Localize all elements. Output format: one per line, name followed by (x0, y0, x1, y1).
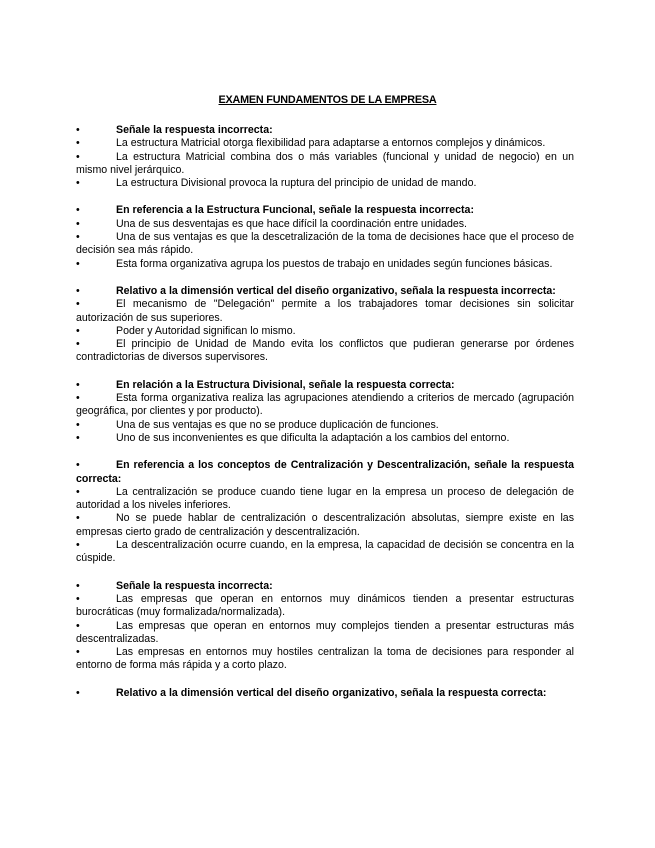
bullet-icon: • (76, 485, 80, 498)
answer-option (76, 432, 574, 445)
bullet-icon: • (76, 686, 80, 699)
option-text: Uno de sus inconvenientes es que dificulta la adaptación a los cambios del entorno. (116, 431, 510, 444)
option-text: Las empresas en entornos muy hostiles centralizan la toma de decisiones para responder al entorno de forma más rápida y a corto plazo. (76, 646, 574, 672)
bullet-icon: • (76, 257, 80, 270)
option-text: No se puede hablar de centralización o descentralización absolutas, siempre existe en las empresas cierto grado de centralización y descentralización. (76, 512, 574, 538)
question-prompt (76, 204, 574, 217)
bullet-icon: • (76, 579, 80, 592)
option-text: El mecanismo de "Delegación" permite a los trabajadores tomar decisiones sin solicitar autorización de sus superiores. (76, 298, 574, 324)
question-text: En relación a la Estructura Divisional, señale la respuesta correcta: (116, 378, 455, 391)
bullet-icon: • (76, 217, 80, 230)
answer-option (76, 298, 574, 325)
option-text: La descentralización ocurre cuando, en la empresa, la capacidad de decisión se concentra en la cúspide. (76, 539, 574, 565)
option-text: Poder y Autoridad significan lo mismo. (116, 324, 296, 337)
question-6 (76, 580, 574, 673)
answer-option (76, 177, 574, 190)
answer-option (76, 512, 574, 539)
bullet-icon: • (76, 298, 80, 311)
question-prompt (76, 379, 574, 392)
answer-option (76, 392, 574, 419)
answer-option (76, 646, 574, 673)
answer-option (76, 539, 574, 566)
option-text: La estructura Divisional provoca la ruptura del principio de unidad de mando. (116, 177, 477, 190)
question-4 (76, 379, 574, 445)
bullet-icon: • (76, 204, 80, 217)
question-1 (76, 124, 574, 190)
bullet-icon: • (76, 539, 80, 552)
answer-option (76, 338, 574, 365)
answer-option (76, 258, 574, 271)
answer-option (76, 486, 574, 513)
answer-option (76, 151, 574, 178)
option-text: Las empresas que operan en entornos muy dinámicos tienden a presentar estructuras burocráticas (muy formalizada/normalizada). (76, 592, 574, 619)
bullet-icon: • (76, 512, 80, 525)
bullet-icon: • (76, 378, 80, 391)
bullet-icon: • (76, 418, 80, 431)
answer-option (76, 218, 574, 231)
question-text: En referencia a los conceptos de Centralización y Descentralización, señale la respuesta correcta: (76, 459, 574, 485)
question-prompt (76, 124, 574, 137)
question-text: Relativo a la dimensión vertical del diseño organizativo, señala la respuesta correcta: (116, 686, 547, 699)
option-text: La estructura Matricial otorga flexibilidad para adaptarse a entornos complejos y dinámicos. (116, 137, 546, 150)
bullet-icon: • (76, 284, 80, 297)
option-text: Una de sus desventajas es que hace difícil la coordinación entre unidades. (116, 217, 467, 230)
answer-option (76, 325, 574, 338)
bullet-icon: • (76, 459, 80, 472)
question-5 (76, 459, 574, 565)
answer-option (76, 137, 574, 150)
question-prompt (76, 285, 574, 298)
bullet-icon: • (76, 150, 80, 163)
question-7 (76, 687, 574, 700)
exam-title: EXAMEN FUNDAMENTOS DE LA EMPRESA (218, 94, 437, 106)
bullet-icon: • (76, 431, 80, 444)
bullet-icon: • (76, 338, 80, 351)
option-text: La estructura Matricial combina dos o más variables (funcional y unidad de negocio) en un mismo nivel jerárquico. (76, 150, 574, 176)
question-prompt (76, 459, 574, 486)
answer-option (76, 419, 574, 432)
answer-option (76, 620, 574, 647)
bullet-icon: • (76, 392, 80, 405)
question-text: Señale la respuesta incorrecta: (116, 124, 273, 136)
bullet-icon: • (76, 619, 80, 632)
bullet-icon: • (76, 177, 80, 190)
option-text: El principio de Unidad de Mando evita los conflictos que pudieran generarse por órdenes contradictorias de diversos supervisores. (76, 338, 574, 364)
bullet-icon: • (76, 231, 80, 244)
bullet-icon: • (76, 137, 80, 150)
option-text: Una de sus ventajas es que no se produce duplicación de funciones. (116, 418, 439, 431)
option-text: Las empresas que operan en entornos muy complejos tienden a presentar estructuras más descentralizadas. (76, 619, 574, 645)
question-list (76, 124, 574, 714)
option-text: La centralización se produce cuando tiene lugar en la empresa un proceso de delegación de autoridad a los niveles inferiores. (76, 485, 574, 512)
bullet-icon: • (76, 324, 80, 337)
bullet-icon: • (76, 124, 80, 136)
question-text: En referencia a la Estructura Funcional, señale la respuesta incorrecta: (116, 204, 474, 217)
answer-option (76, 231, 574, 258)
option-text: Esta forma organizativa agrupa los puestos de trabajo en unidades según funciones básicas. (116, 257, 553, 270)
question-text: Relativo a la dimensión vertical del diseño organizativo, señala la respuesta incorrecta: (116, 284, 556, 297)
bullet-icon: • (76, 592, 80, 605)
option-text: Una de sus ventajas es que la descetralización de la toma de decisiones hace que el proceso de decisión sea más rápido. (76, 231, 574, 257)
question-3 (76, 285, 574, 365)
question-2 (76, 204, 574, 270)
bullet-icon: • (76, 646, 80, 659)
answer-option (76, 593, 574, 620)
option-text: Esta forma organizativa realiza las agrupaciones atendiendo a criterios de mercado (agrupación geográfica, por clientes y por producto). (76, 392, 574, 418)
question-prompt (76, 580, 574, 593)
question-prompt (76, 687, 574, 700)
question-text: Señale la respuesta incorrecta: (116, 579, 273, 592)
